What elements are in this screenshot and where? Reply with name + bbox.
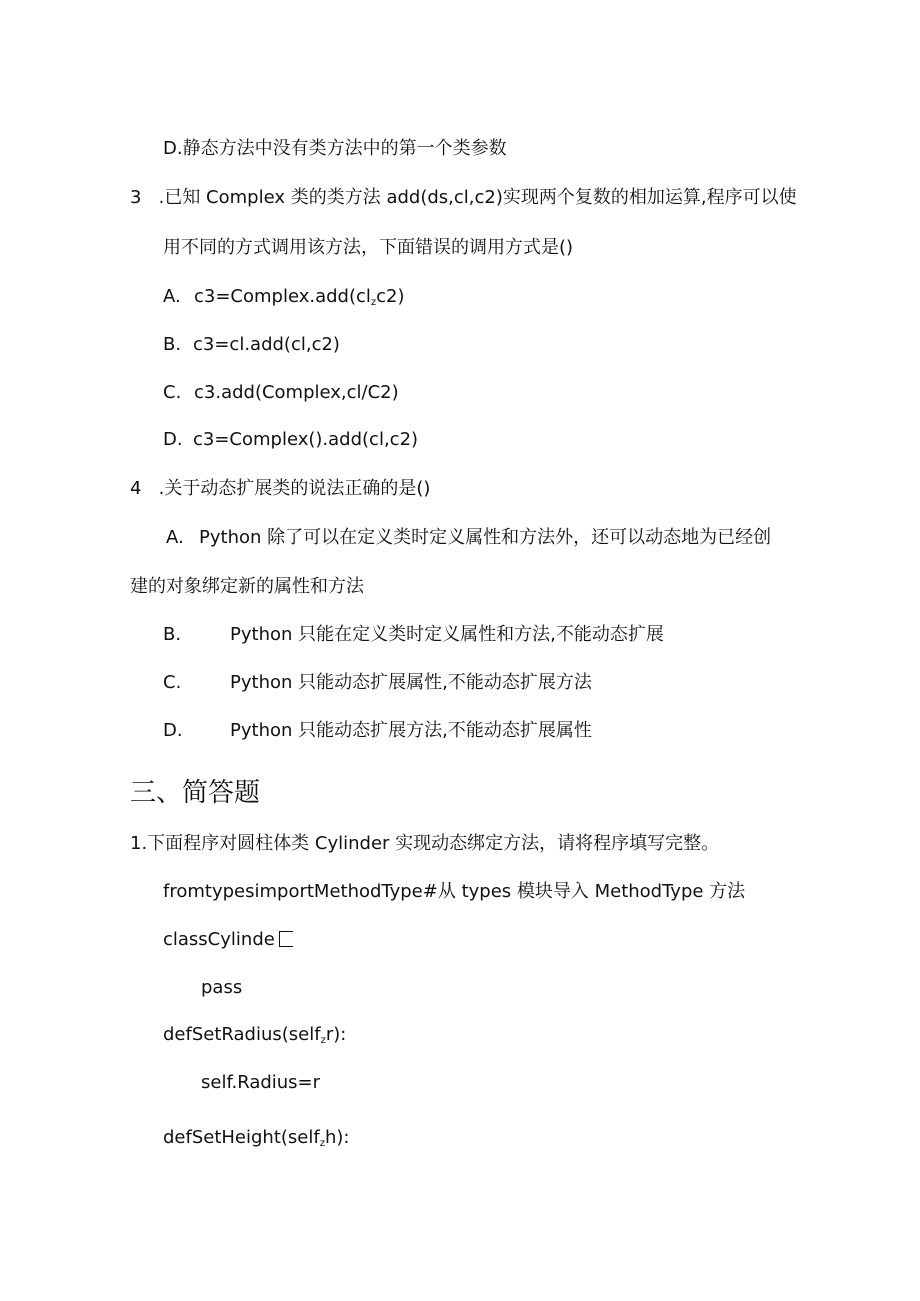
option-text: c3=Complex().add(cl,c2) — [193, 429, 419, 450]
question-4-option-d — [163, 719, 592, 743]
option-letter: B. — [163, 624, 182, 645]
short-answer-1-prompt-text: 1.下面程序对圆柱体类 Cylinder 实现动态绑定方法，请将程序填写完整。 — [130, 833, 720, 854]
option-subscript: z — [370, 297, 377, 308]
code-line-3 — [201, 976, 242, 1000]
section-heading-text: 三、简答题 — [130, 778, 261, 808]
option-d-previous — [163, 137, 507, 161]
question-3-stem-text-1: 3 .已知 Complex 类的类方法 add(ds,cl,c2)实现两个复数的相加运算,程序可以使 — [130, 187, 797, 208]
option-letter: D. — [163, 429, 183, 450]
code-line-4-subscript: z — [320, 1035, 326, 1046]
blank-box-icon — [279, 931, 293, 947]
code-line-2-text: classCylinde — [163, 929, 275, 950]
option-letter: D. — [163, 720, 183, 741]
question-4-option-a-continued — [130, 575, 364, 599]
question-3-stem-text-2: 用不同的方式调用该方法，下面错误的调用方式是() — [163, 237, 574, 258]
question-3-option-d — [163, 428, 418, 452]
option-letter: A. — [163, 286, 181, 307]
code-line-6-text-end: h): — [324, 1127, 350, 1148]
code-line-4-text-end: r): — [325, 1024, 347, 1045]
code-line-6-subscript: z — [319, 1138, 325, 1149]
code-line-5-text: self.Radius=r — [201, 1072, 321, 1093]
question-3-stem-line-1 — [130, 186, 797, 210]
option-text-continued: 建的对象绑定新的属性和方法 — [130, 576, 364, 597]
option-text: c3=cl.add(cl,c2) — [193, 334, 340, 355]
code-line-1 — [163, 880, 745, 904]
code-line-4-text: defSetRadius(self — [163, 1024, 321, 1045]
option-text: Python 只能动态扩展方法,不能动态扩展属性 — [230, 720, 592, 741]
option-text-end: c2) — [376, 286, 405, 307]
question-3-option-a — [163, 285, 405, 315]
short-answer-1-prompt — [130, 832, 719, 856]
question-4-option-c — [163, 671, 592, 695]
question-3-option-c — [163, 381, 399, 405]
question-4-option-b — [163, 623, 664, 647]
option-text: Python 除了可以在定义类时定义属性和方法外，还可以动态地为已经创 — [199, 527, 772, 548]
question-4-option-a — [166, 526, 771, 550]
code-line-5 — [201, 1071, 320, 1095]
option-letter: A. — [166, 527, 184, 548]
code-line-3-text: pass — [201, 977, 243, 998]
code-line-2 — [163, 928, 293, 952]
question-4-stem-text: 4 .关于动态扩展类的说法正确的是() — [130, 478, 431, 499]
option-d-previous-text: D.静态方法中没有类方法中的第一个类参数 — [163, 138, 507, 159]
option-letter: C. — [163, 672, 182, 693]
question-3-stem-line-2 — [163, 236, 573, 260]
code-line-6-text: defSetHeight(self — [163, 1127, 320, 1148]
section-heading — [130, 777, 260, 809]
option-text: c3.add(Complex,cl∕C2) — [194, 382, 399, 403]
option-text: c3=Complex.add(cl — [194, 286, 371, 307]
question-3-option-b — [163, 333, 340, 357]
question-4-stem — [130, 477, 430, 501]
option-letter: B. — [163, 334, 182, 355]
option-text: Python 只能动态扩展属性,不能动态扩展方法 — [230, 672, 592, 693]
option-text: Python 只能在定义类时定义属性和方法,不能动态扩展 — [230, 624, 664, 645]
code-line-4 — [163, 1023, 346, 1053]
code-line-1-text: fromtypesimportMethodType#从 types 模块导入 MethodType 方法 — [163, 881, 746, 902]
option-letter: C. — [163, 382, 182, 403]
code-line-6 — [163, 1126, 349, 1156]
